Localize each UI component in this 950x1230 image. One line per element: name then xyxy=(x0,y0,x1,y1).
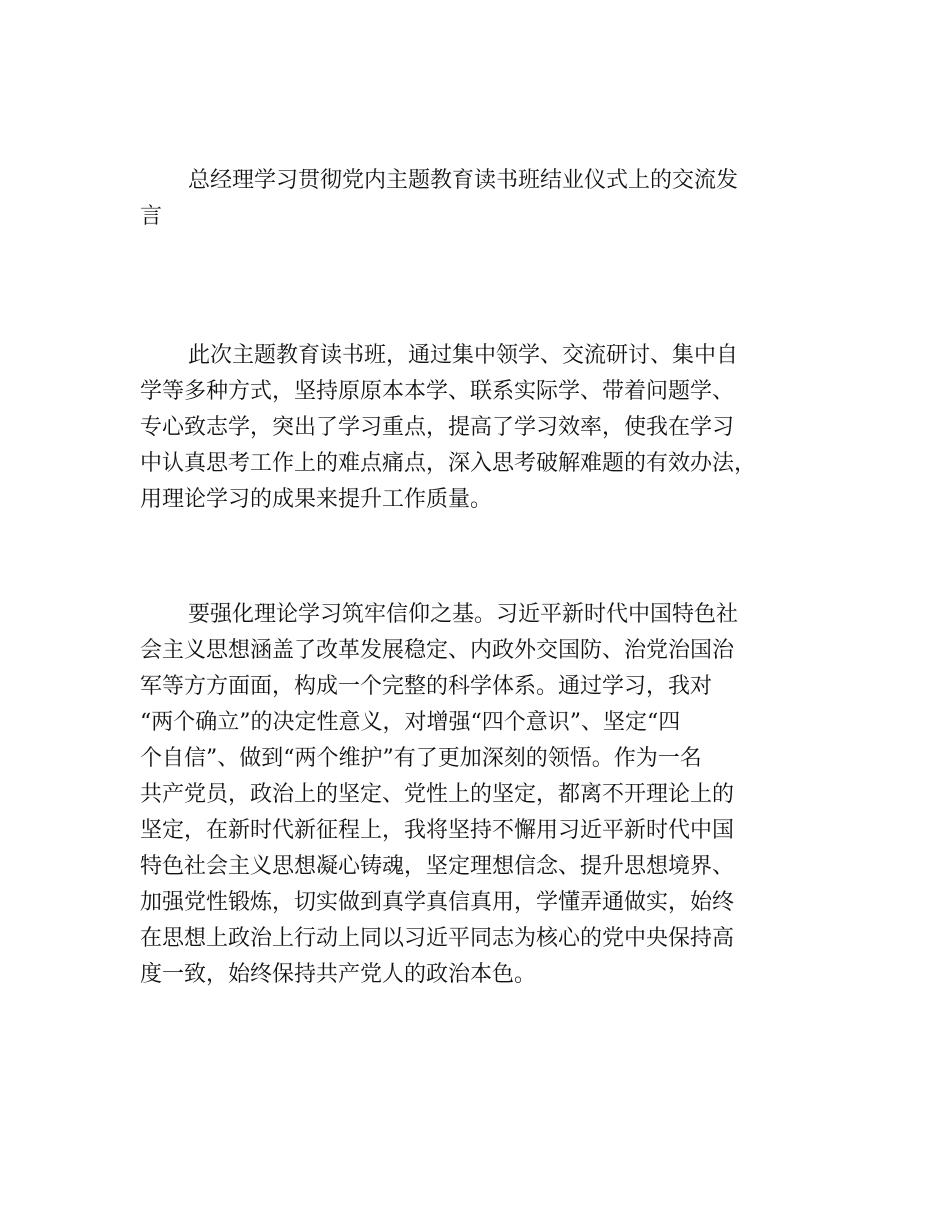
paragraph-line: 度一致，始终保持共产党人的政治本色。 xyxy=(140,962,537,987)
title-line: 言 xyxy=(140,204,163,229)
paragraph-line: “两个确立”的决定性意义，对增强“四个意识”、坚定“四 xyxy=(140,710,681,735)
paragraph-line: 共产党员，政治上的坚定、党性上的坚定，都离不开理论上的 xyxy=(140,782,735,807)
paragraph-line: 此次主题教育读书班，通过集中领学、交流研讨、集中自 xyxy=(188,343,739,368)
paragraph-line: 在思想上政治上行动上同以习近平同志为核心的党中央保持高 xyxy=(140,926,735,951)
document-title xyxy=(140,163,840,235)
paragraph-line: 个自信”、做到“两个维护”有了更加深刻的领悟。作为一名 xyxy=(140,746,702,771)
paragraph-2 xyxy=(140,597,840,993)
paragraph-line: 专心致志学，突出了学习重点，提高了学习效率，使我在学习 xyxy=(140,415,735,440)
paragraph-line: 坚定，在新时代新征程上，我将坚持不懈用习近平新时代中国 xyxy=(140,818,735,843)
paragraph-line: 加强党性锻炼，切实做到真学真信真用，学懂弄通做实，始终 xyxy=(140,890,735,915)
paragraph-line: 要强化理论学习筑牢信仰之基。习近平新时代中国特色社 xyxy=(188,602,739,627)
paragraph-1 xyxy=(140,338,840,518)
paragraph-line: 学等多种方式，坚持原原本本学、联系实际学、带着问题学、 xyxy=(140,379,735,404)
paragraph-line: 特色社会主义思想凝心铸魂，坚定理想信念、提升思想境界、 xyxy=(140,854,735,879)
paragraph-line: 中认真思考工作上的难点痛点，深入思考破解难题的有效办法， xyxy=(140,451,757,476)
paragraph-line: 用理论学习的成果来提升工作质量。 xyxy=(140,487,493,512)
paragraph-line: 军等方方面面，构成一个完整的科学体系。通过学习，我对 xyxy=(140,674,713,699)
title-line: 总经理学习贯彻党内主题教育读书班结业仪式上的交流发 xyxy=(188,168,739,193)
paragraph-line: 会主义思想涵盖了改革发展稳定、内政外交国防、治党治国治 xyxy=(140,638,735,663)
